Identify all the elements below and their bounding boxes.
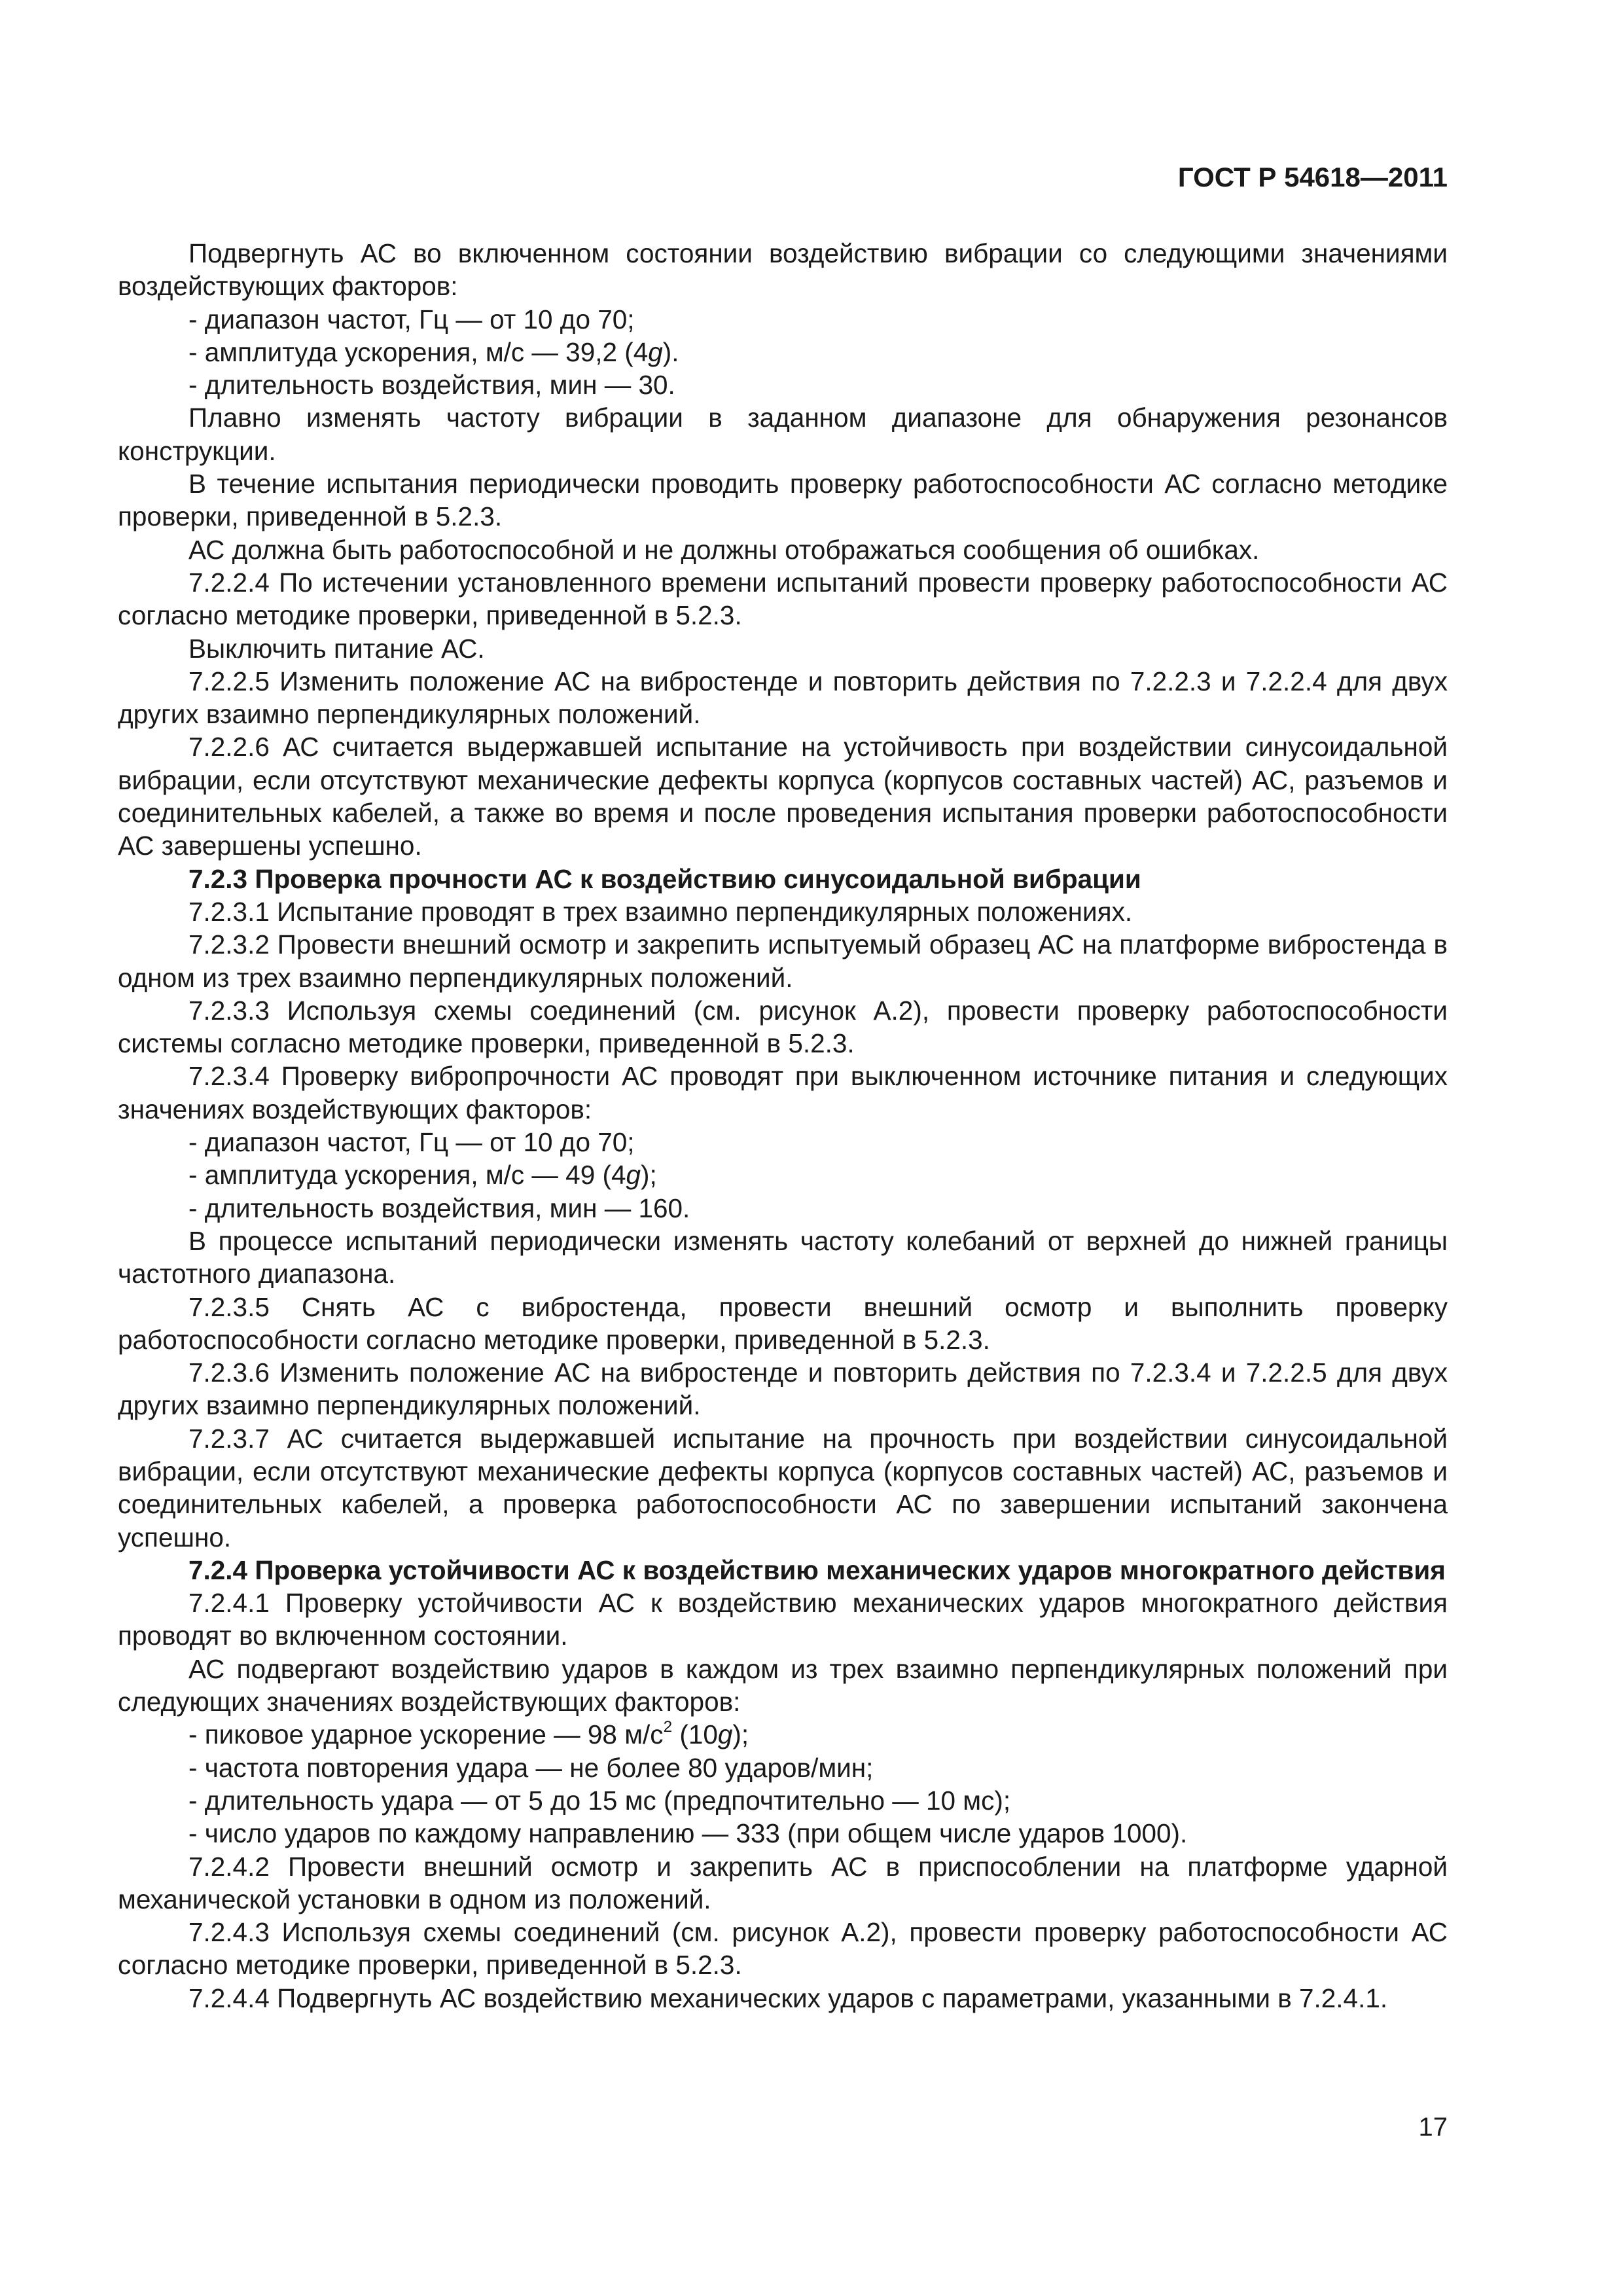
paragraph-7-2-2-4: 7.2.2.4 По истечении установленного времени испытаний провести проверку работоспособности АС согласно методике проверки, приведенной в 5.2.3. [118, 567, 1448, 631]
paragraph-smooth-frequency: Плавно изменять частоту вибрации в заданном диапазоне для обнаружения резонансов конструкции. [118, 403, 1448, 466]
paragraph-periodic-check: В течение испытания периодически проводить проверку работоспособности АС согласно методике проверки, приведенной в 5.2.3. [118, 469, 1448, 532]
paragraph-7-2-3-2: 7.2.3.2 Провести внешний осмотр и закрепить испытуемый образец АС на платформе вибростенда в одном из трех взаимно перпендикулярных положений. [118, 929, 1448, 993]
paragraph-7-2-4-1: 7.2.4.1 Проверку устойчивости АС к воздействию механических ударов многократного действия проводят во включенном состоянии. [118, 1588, 1448, 1651]
list-item-shock-duration: - длительность удара — от 5 до 15 мс (предпочтительно — 10 мс); [188, 1785, 1011, 1816]
paragraph-7-2-3-7: 7.2.3.7 АС считается выдержавшей испытание на прочность при воздействии синусоидальной вибрации, если отсутствуют механические дефекты корпуса (корпусов составных частей) АС, разъемов и соединительных кабелей, а проверка работоспособности АС по завершении испытаний закончена успешно. [118, 1423, 1448, 1552]
paragraph-7-2-3-3: 7.2.3.3 Используя схемы соединений (см. рисунок А.2), провести проверку работоспособности системы согласно методике проверки, приведенной в 5.2.3. [118, 995, 1448, 1059]
list-item-shock-count: - число ударов по каждому направлению — 333 (при общем числе ударов 1000). [188, 1818, 1188, 1849]
document-body [118, 237, 1448, 2015]
paragraph-power-off: Выключить питание АС. [188, 633, 485, 664]
paragraph-7-2-4-3: 7.2.4.3 Используя схемы соединений (см. рисунок А.2), провести проверку работоспособности АС согласно методике проверки, приведенной в 5.2.3. [118, 1917, 1448, 1981]
paragraph-7-2-2-5: 7.2.2.5 Изменить положение АС на вибростенде и повторить действия по 7.2.2.3 и 7.2.2.4 для двух других взаимно перпендикулярных положений. [118, 666, 1448, 730]
paragraph-7-2-4-4: 7.2.4.4 Подвергнуть АС воздействию механических ударов с параметрами, указанными в 7.2.4.1. [188, 1982, 1388, 2013]
paragraph-shock-positions: АС подвергают воздействию ударов в каждом из трех взаимно перпендикулярных положений при следующих значениях воздействующих факторов: [118, 1653, 1448, 1717]
page-number: 17 [1418, 2113, 1448, 2142]
list-item-frequency-range: - диапазон частот, Гц — от 10 до 70; [188, 304, 635, 334]
section-heading-7-2-3: 7.2.3 Проверка прочности АС к воздействию синусоидальной вибрации [188, 863, 1141, 894]
list-item-peak-acceleration: - пиковое ударное ускорение — 98 $м/с^2$ (10g); [188, 1718, 749, 1750]
list-item-acceleration-amplitude-2: - амплитуда ускорения, м/с — 49 (4g); [188, 1160, 657, 1191]
paragraph-intro: Подвергнуть АС во включенном состоянии воздействию вибрации со следующими значениями воздействующих факторов: [118, 238, 1448, 302]
list-item-acceleration-amplitude: - амплитуда ускорения, м/с — 39,2 (4g). [188, 336, 679, 367]
document-header: ГОСТ Р 54618—2011 [1177, 162, 1448, 192]
list-item-frequency-range-2: - диапазон частот, Гц — от 10 до 70; [188, 1127, 635, 1158]
paragraph-7-2-3-6: 7.2.3.6 Изменить положение АС на вибростенде и повторить действия по 7.2.3.4 и 7.2.2.5 для двух других взаимно перпендикулярных положений. [118, 1357, 1448, 1421]
paragraph-7-2-4-2: 7.2.4.2 Провести внешний осмотр и закрепить АС в приспособлении на платформе ударной механической установки в одном из положений. [118, 1851, 1448, 1914]
list-item-repetition-rate: - частота повторения удара — не более 80 ударов/мин; [188, 1752, 874, 1783]
list-item-duration: - длительность воздействия, мин — 30. [188, 370, 675, 401]
paragraph-7-2-3-5: 7.2.3.5 Снять АС с вибростенда, провести внешний осмотр и выполнить проверку работоспособности согласно методике проверки, приведенной в 5.2.3. [118, 1291, 1448, 1355]
paragraph-no-errors: АС должна быть работоспособной и не должны отображаться сообщения об ошибках. [188, 534, 1260, 565]
paragraph-7-2-3-4: 7.2.3.4 Проверку вибропрочности АС проводят при выключенном источнике питания и следующих значениях воздействующих факторов: [118, 1061, 1448, 1124]
paragraph-frequency-change: В процессе испытаний периодически изменять частоту колебаний от верхней до нижней границы частотного диапазона. [118, 1225, 1448, 1289]
paragraph-7-2-3-1: 7.2.3.1 Испытание проводят в трех взаимно перпендикулярных положениях. [188, 896, 1133, 927]
paragraph-7-2-2-6: 7.2.2.6 АС считается выдержавшей испытание на устойчивость при воздействии синусоидальной вибрации, если отсутствуют механические дефекты корпуса (корпусов составных частей) АС, разъемов и соединительных кабелей, а также во время и после проведения испытания проверки работоспособности АС завершены успешно. [118, 732, 1448, 861]
section-heading-7-2-4: 7.2.4 Проверка устойчивости АС к воздействию механических ударов многократного действия [188, 1554, 1446, 1585]
list-item-duration-2: - длительность воздействия, мин — 160. [188, 1193, 690, 1223]
